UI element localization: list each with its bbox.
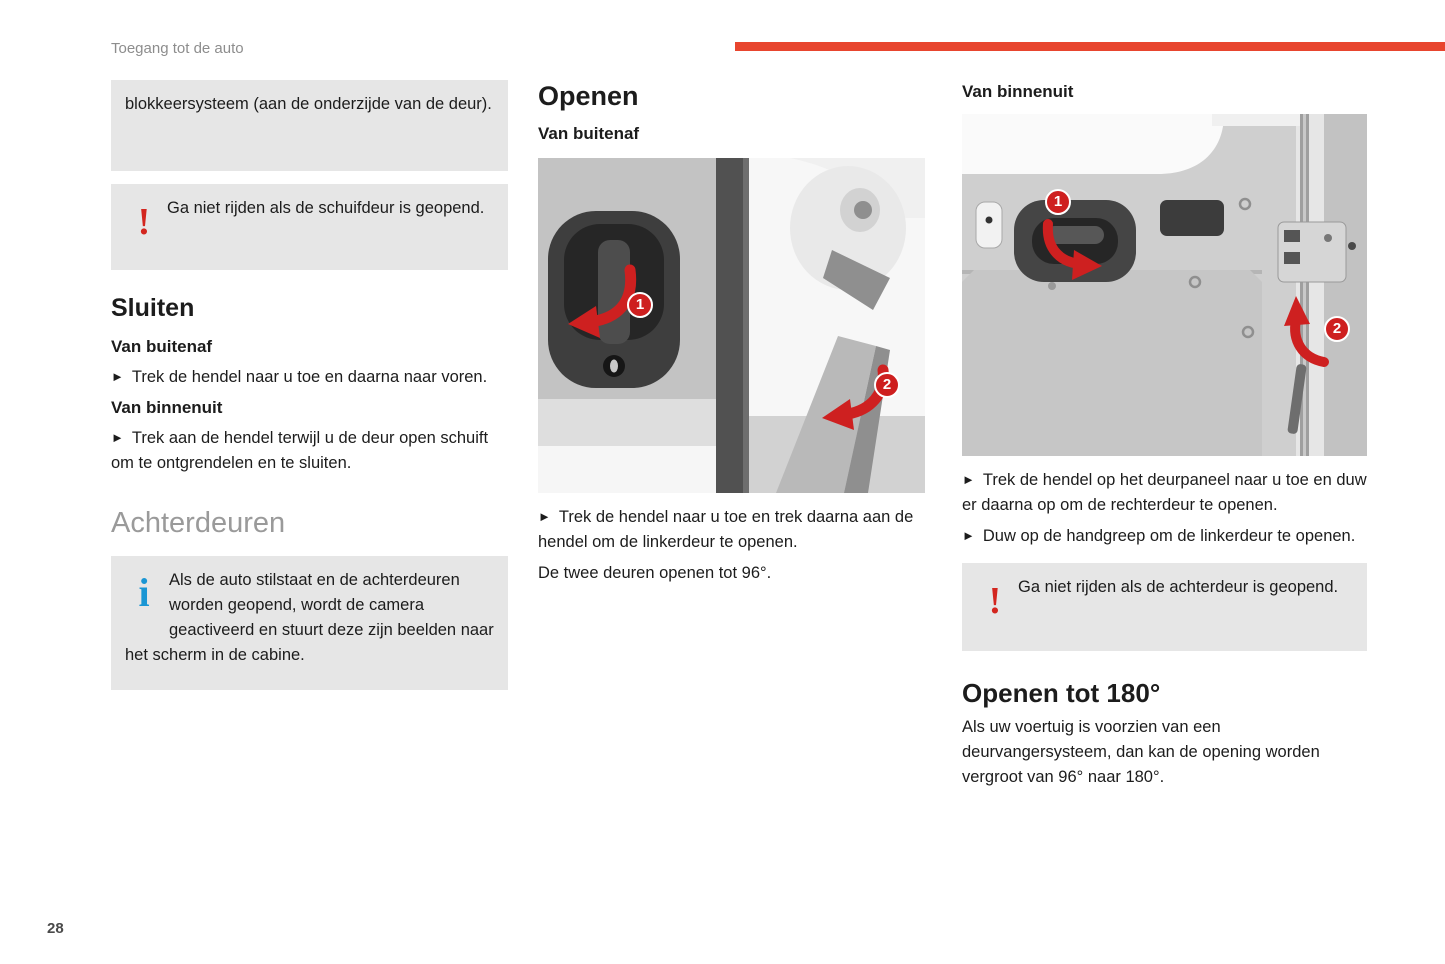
page-number: 28 [47,920,64,937]
subheading-van-buitenaf: Van buitenaf [111,337,213,356]
instruction-item [538,505,925,555]
header-accent-bar [735,42,1445,51]
column-middle [538,80,925,586]
warning-icon: ! [137,201,151,243]
instruction-item [111,365,508,390]
subheading-van-binnenuit: Van binnenuit [962,82,1074,101]
warning-box-sliding-door [111,184,508,270]
subheading-van-buitenaf: Van buitenaf [538,124,640,143]
section-title-openen-180: Openen tot 180° [962,678,1161,708]
exterior-handle-illustration [538,158,925,493]
instruction-text: Trek de hendel naar u toe en daarna naar voren. [131,368,488,386]
bullet-arrow-icon: ► [962,472,975,487]
bullet-arrow-icon: ► [111,369,124,384]
column-right [962,80,1367,790]
info-text: Als de auto stilstaat en de achterdeuren worden geopend, wordt de camera geactiveerd en stuurt deze zijn beelden naar het scherm in de cabine. [125,571,494,664]
note-96-degrees: De twee deuren openen tot 96°. [538,564,772,582]
page-header-title: Toegang tot de auto [111,40,244,57]
step-badge-2: 2 [874,372,900,398]
bullet-arrow-icon: ► [538,509,551,524]
info-box-camera [111,556,508,690]
warning-icon: ! [988,580,1002,622]
info-icon: i [138,570,150,615]
figure-interior-panel [962,114,1367,456]
bullet-arrow-icon: ► [111,430,124,445]
instruction-text: Trek aan de hendel terwijl u de deur open schuift om te ontgrendelen en te sluiten. [111,429,489,472]
section-title-achterdeuren: Achterdeuren [111,507,286,539]
interior-panel-illustration [962,114,1367,456]
subheading-van-binnenuit: Van binnenuit [111,398,223,417]
warning-text: Ga niet rijden als de achterdeur is geopend. [1018,578,1339,596]
instruction-item [111,426,508,476]
section-body-180: Als uw voertuig is voorzien van een deurvangersysteem, dan kan de opening worden vergroot van 96° naar 180°. [962,718,1320,786]
instruction-text: Duw op de handgreep om de linkerdeur te openen. [982,527,1356,545]
step-badge-2: 2 [1324,316,1350,342]
instruction-text: Trek de hendel naar u toe en trek daarna aan de hendel om de linkerdeur te openen. [538,508,914,551]
warning-box-rear-door [962,563,1367,651]
section-title-openen: Openen [538,81,639,111]
note-box [111,80,508,171]
note-text: blokkeersysteem (aan de onderzijde van de deur). [125,95,492,113]
figure-exterior-handle [538,158,925,493]
bullet-arrow-icon: ► [962,528,975,543]
step-badge-1: 1 [1045,189,1071,215]
warning-text: Ga niet rijden als de schuifdeur is geopend. [167,199,485,217]
column-left [111,80,508,690]
instruction-item [962,524,1367,549]
step-badge-1: 1 [627,292,653,318]
instruction-item [962,468,1367,518]
section-sluiten [111,296,508,476]
instruction-text: Trek de hendel op het deurpaneel naar u toe en duw er daarna op om de rechterdeur te openen. [962,471,1367,514]
section-title-sluiten: Sluiten [111,294,195,322]
